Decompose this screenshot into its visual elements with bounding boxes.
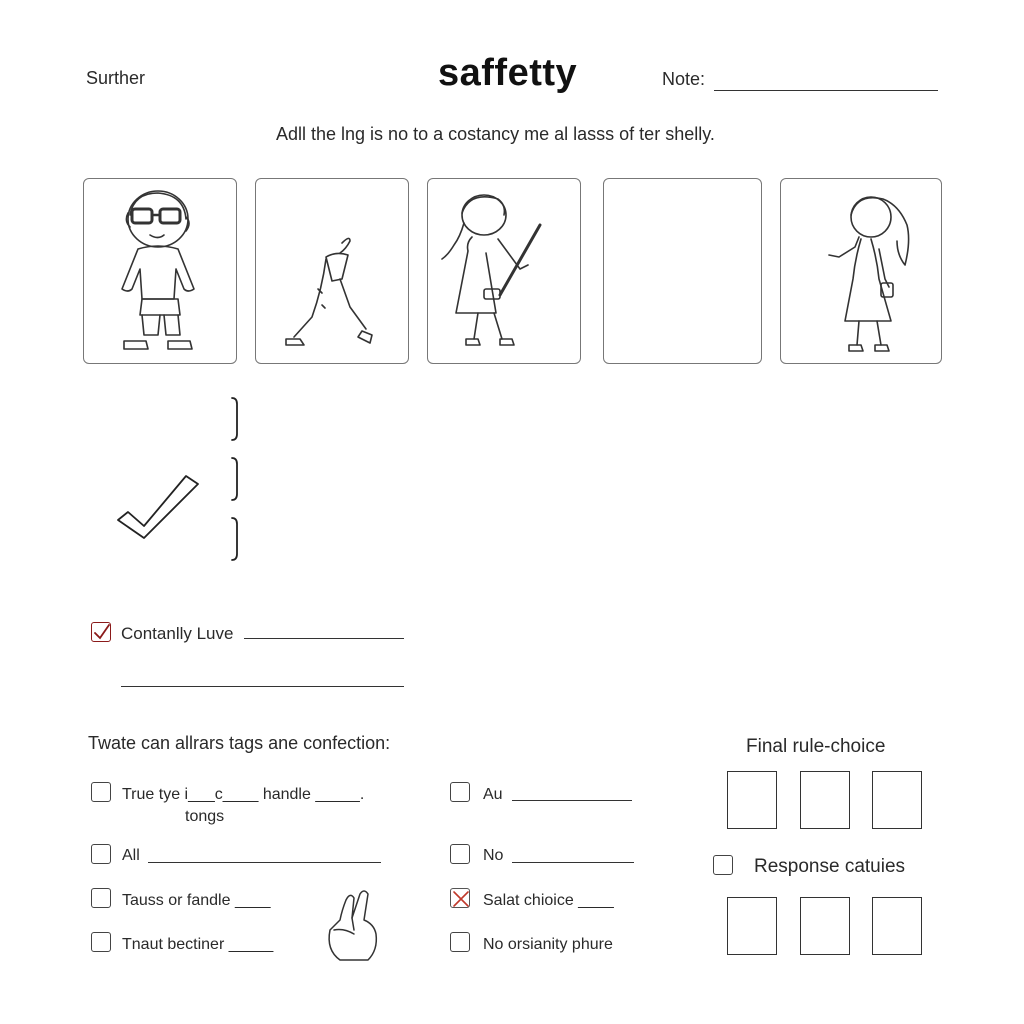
girl-pointing-illustration — [781, 179, 943, 365]
header-left-label: Surther — [86, 68, 146, 88]
instruction-text: Adll the lng is no to a costancy me al lasss of ter shelly. — [276, 124, 715, 144]
option-salat-label: Salat chioice ____ — [483, 892, 614, 909]
option-true-tye-label: True tye i___c____ handle _____. — [122, 786, 365, 803]
option-no-orsianity-checkbox[interactable] — [450, 932, 470, 952]
option-au-label: Au — [483, 786, 503, 803]
final-rule-choice-title: Final rule-choice — [746, 736, 886, 757]
panel-girl-pointing[interactable] — [780, 178, 942, 364]
bracket-3 — [232, 518, 237, 560]
contanlly-luve-answer-line[interactable] — [244, 638, 404, 639]
note-field[interactable] — [714, 90, 938, 91]
x-mark-icon — [451, 889, 471, 909]
question-text: Twate can allrars tags ane confection: — [88, 733, 391, 753]
girl-with-stick-illustration — [428, 179, 582, 365]
response-catuies-checkbox[interactable] — [713, 855, 733, 875]
option-no-label: No — [483, 847, 504, 864]
option-tnaut-checkbox[interactable] — [91, 932, 111, 952]
final-choice-box-3[interactable] — [872, 771, 922, 829]
option-all-answer-line[interactable] — [148, 862, 381, 863]
option-tauss-label: Tauss or fandle ____ — [122, 892, 271, 909]
option-no-answer-line[interactable] — [512, 862, 634, 863]
option-tauss-checkbox[interactable] — [91, 888, 111, 908]
bracket-2 — [232, 458, 237, 500]
contanlly-luve-label: Contanlly Luve — [121, 624, 234, 643]
option-salat-checkbox[interactable] — [450, 888, 470, 908]
response-box-2[interactable] — [800, 897, 850, 955]
page-title: saffetty — [438, 52, 578, 94]
option-true-tye-sublabel: tongs — [185, 808, 225, 825]
walking-figure-illustration — [256, 179, 410, 365]
panel-girl-with-stick[interactable] — [427, 178, 581, 364]
option-true-tye-checkbox[interactable] — [91, 782, 111, 802]
bracket-1 — [232, 398, 237, 440]
option-all-label: All — [122, 847, 140, 864]
note-label: Note: — [662, 69, 706, 89]
panel-walking-figure[interactable] — [255, 178, 409, 364]
option-tnaut-label: Tnaut bectiner _____ — [122, 936, 274, 953]
option-no-checkbox[interactable] — [450, 844, 470, 864]
final-choice-box-1[interactable] — [727, 771, 777, 829]
option-au-checkbox[interactable] — [450, 782, 470, 802]
option-au-answer-line[interactable] — [512, 800, 632, 801]
panel-empty[interactable] — [603, 178, 762, 364]
final-choice-box-2[interactable] — [800, 771, 850, 829]
option-all-checkbox[interactable] — [91, 844, 111, 864]
option-no-orsianity-label: No orsianity phure — [483, 936, 613, 953]
contanlly-luve-checkbox[interactable] — [91, 622, 111, 642]
response-box-3[interactable] — [872, 897, 922, 955]
response-catuies-label: Response catuies — [754, 856, 906, 877]
response-box-1[interactable] — [727, 897, 777, 955]
large-check-icon — [118, 476, 198, 538]
extra-answer-line[interactable] — [121, 686, 404, 687]
boy-with-glasses-illustration — [84, 179, 238, 365]
panel-boy-glasses[interactable] — [83, 178, 237, 364]
check-mark-icon — [92, 623, 112, 643]
